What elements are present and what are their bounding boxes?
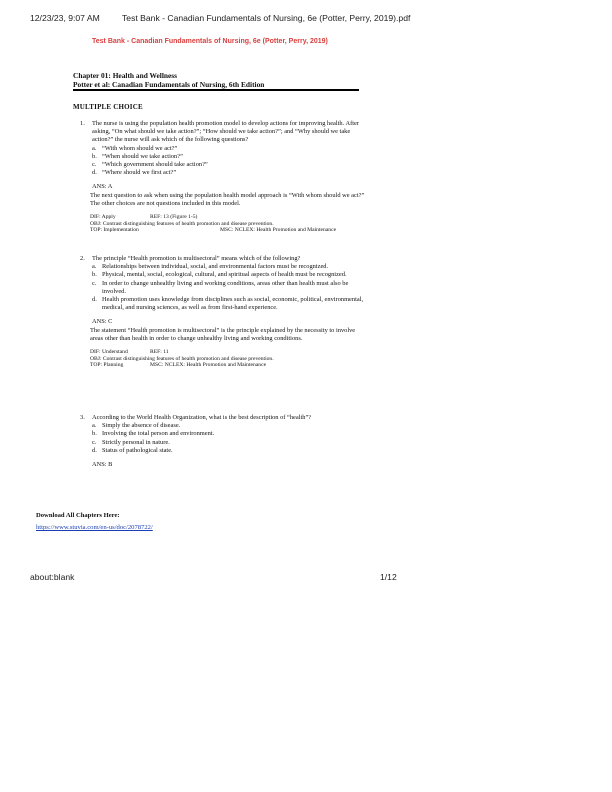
watermark-text: Test Bank - Canadian Fundamentals of Nursing, 6e (Potter, Perry, 2019) <box>92 38 328 45</box>
option-letter: a. <box>92 422 97 430</box>
answer-key: ANS: C <box>92 318 113 326</box>
option-letter: a. <box>92 144 97 152</box>
option-text: Strictly personal in nature. <box>102 438 170 446</box>
heading-rule <box>73 89 359 91</box>
msc: MSC: NCLEX: Health Promotion and Maintenance <box>220 227 337 234</box>
book-title: Potter et al: Canadian Fundamentals of Nursing, 6th Edition <box>73 80 265 89</box>
option-letter: b. <box>92 271 97 279</box>
option-letter: c. <box>92 161 97 169</box>
rationale: The next question to ask when using the population health model approach is “With whom should we act?” The other choices are not questions included in this model. <box>90 191 365 207</box>
question-number: 1. <box>80 120 85 127</box>
option-letter: c. <box>92 438 97 446</box>
option-letter: a. <box>92 263 97 271</box>
msc: MSC: NCLEX: Health Promotion and Maintenance <box>150 362 267 369</box>
answer-option <box>92 296 365 312</box>
answer-option <box>92 263 365 271</box>
option-text: “With whom should we act?” <box>102 144 178 152</box>
answer-option <box>92 271 365 279</box>
objective: OBJ: Contrast distinguishing features of health promotion and disease prevention. <box>90 220 274 227</box>
difficulty: DIF: Apply <box>90 214 116 221</box>
answer-option <box>92 161 365 169</box>
question-3 <box>80 414 365 469</box>
option-text: Health promotion uses knowledge from disciplines such as social, economic, political, environmental, medical, and nursing sciences, as well as from first-hand experience. <box>102 296 364 312</box>
difficulty: DIF: Understand <box>90 349 128 356</box>
question-1 <box>80 120 365 234</box>
option-letter: b. <box>92 152 97 160</box>
chapter-heading <box>73 71 264 89</box>
topic: TOP: Implementation <box>90 227 139 234</box>
page-number: 1/12 <box>380 572 397 582</box>
question-number: 3. <box>80 414 85 421</box>
option-text: Involving the total person and environment. <box>102 430 215 438</box>
download-link[interactable]: https://www.stuvia.com/en-us/doc/2078722/ <box>36 524 153 531</box>
answer-option <box>92 280 365 296</box>
answer-option <box>92 169 365 177</box>
option-text: “Which government should take action?” <box>102 161 208 169</box>
question-stem: The principle “Health promotion is multisectoral” means which of the following? <box>92 255 301 262</box>
option-letter: d. <box>92 446 97 454</box>
question-stem: The nurse is using the population health promotion model to develop actions for improving health. After asking, “On what should we take action?”; “How should we take action?”; and “Why should we take action?” the nurse will ask which of the following questions? <box>92 120 359 144</box>
option-text: Relationships between individual, social, and environmental factors must be recognized. <box>102 263 329 271</box>
document-title: Test Bank - Canadian Fundamentals of Nursing, 6e (Potter, Perry, 2019).pdf <box>122 13 411 23</box>
question-2 <box>80 255 365 369</box>
option-text: Status of pathological state. <box>102 446 173 454</box>
question-stem: According to the World Health Organization, what is the best description of “health”? <box>92 414 312 421</box>
option-text: Simply the absence of disease. <box>102 422 181 430</box>
option-letter: c. <box>92 279 97 287</box>
download-label: Download All Chapters Here: <box>36 512 120 519</box>
question-number: 2. <box>80 255 85 262</box>
answer-option <box>92 447 365 455</box>
answer-option <box>92 422 365 430</box>
answer-option <box>92 439 365 447</box>
answer-option <box>92 430 365 438</box>
chapter-title: Chapter 01: Health and Wellness <box>73 71 178 80</box>
page-url: about:blank <box>30 572 75 582</box>
rationale: The statement “Health promotion is multisectoral” is the principle explained by the necessity to involve areas other than health in order to change unhealthy living and working conditions. <box>90 326 356 342</box>
answer-key: ANS: B <box>92 461 113 469</box>
question-metadata <box>90 214 365 234</box>
print-datetime: 12/23/23, 9:07 AM <box>30 13 100 23</box>
option-text: Physical, mental, social, ecological, cultural, and spiritual aspects of health must be recognized. <box>102 271 347 279</box>
reference: REF: 11 <box>150 349 169 356</box>
answer-option <box>92 153 365 161</box>
objective: OBJ: Contrast distinguishing features of health promotion and disease prevention. <box>90 355 274 362</box>
reference: REF: 13 (Figure 1-5) <box>150 214 198 221</box>
option-letter: b. <box>92 430 97 438</box>
topic: TOP: Planning <box>90 362 124 369</box>
question-metadata <box>90 349 365 369</box>
option-letter: d. <box>92 296 97 304</box>
answer-option <box>92 145 365 153</box>
answer-key: ANS: A <box>92 183 113 191</box>
option-letter: d. <box>92 169 97 177</box>
option-text: “Where should we first act?” <box>102 169 177 177</box>
section-title: MULTIPLE CHOICE <box>73 103 143 111</box>
option-text: “When should we take action?” <box>102 152 183 160</box>
option-text: In order to change unhealthy living and working conditions, areas other than health must also be involved. <box>102 279 349 295</box>
